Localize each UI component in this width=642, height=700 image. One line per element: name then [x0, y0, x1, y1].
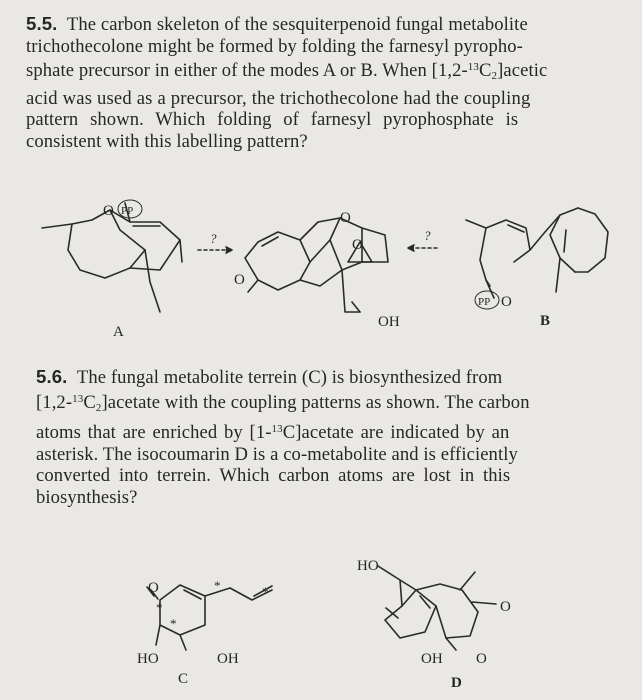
- label-isocoumarin-ho: HO: [357, 558, 379, 574]
- structure-a-skeleton: [42, 203, 182, 312]
- arrow-right: [408, 245, 440, 251]
- label-o-pp-o: O: [103, 203, 114, 219]
- label-structure-a: A: [113, 324, 124, 340]
- problem-5-5-line-2: trichothecolone might be formed by folding the farnesyl pyropho-: [26, 35, 523, 57]
- problem-5-6-line-5: converted into terrein. Which carbon atoms are lost in this: [36, 465, 511, 486]
- label-pp-o-pp: PP: [478, 296, 491, 308]
- problem-5-6-line-2: $[1,2-^{13}C_2]acetate$ with the coupling patterns as shown. The carbon: [36, 391, 530, 414]
- label-isocoumarin-oh: OH: [421, 651, 443, 667]
- asterisk-terrein-2: *: [170, 616, 177, 631]
- label-terrein-ho: HO: [137, 651, 159, 667]
- label-structure-b: B: [540, 313, 551, 329]
- problem-5-5-line-5: pattern shown. Which folding of farnesyl pyrophosphate is: [26, 109, 519, 130]
- problem-5-5-line-1: 5.5. The carbon skeleton of the sesquiterpenoid fungal metabolite: [26, 13, 528, 35]
- problem-5-6-line-4: asterisk. The isocoumarin D is a co-metabolite and is efficiently: [36, 443, 518, 465]
- label-ring-o: O: [340, 210, 351, 226]
- problem-5-5-line-3: sphate precursor in either of the modes A or B. When $[1,2-^{13}C_2]acetic$: [26, 60, 548, 82]
- label-oh-trichothecolone: OH: [378, 314, 400, 330]
- label-structure-d: D: [451, 675, 462, 691]
- label-isocoumarin-o: O: [476, 651, 487, 667]
- label-o-pp-pp: PP: [121, 205, 134, 217]
- asterisk-terrein-4: *: [262, 584, 269, 599]
- label-epoxide-o: O: [352, 237, 363, 253]
- problem-5-6-number: 5.6.: [36, 366, 68, 387]
- problem-5-6-line-6: biosynthesis?: [36, 486, 138, 508]
- asterisk-terrein-3: *: [214, 578, 221, 593]
- label-terrein-oh: OH: [217, 651, 239, 667]
- problem-5-5-line-4: acid was used as a precursor, the trichothecolone had the coupling: [26, 87, 531, 109]
- label-structure-c: C: [178, 671, 189, 687]
- label-question-right: ?: [424, 228, 431, 243]
- label-ketone-o: O: [234, 272, 245, 288]
- asterisk-terrein-1: *: [156, 600, 163, 615]
- isocoumarin-d-skeleton: [378, 566, 496, 650]
- label-terrein-o: O: [148, 580, 159, 596]
- terrein-skeleton: [147, 585, 272, 650]
- label-question-left: ?: [210, 231, 217, 246]
- problem-5-5-number: 5.5.: [26, 13, 58, 34]
- problem-5-6-line-1: 5.6. The fungal metabolite terrein (C) is biosynthesized from: [36, 366, 503, 388]
- trichothecolone-skeleton: [245, 218, 388, 312]
- label-isocoumarin-ring-o: O: [500, 599, 511, 615]
- problem-5-5-line-6: consistent with this labelling pattern?: [26, 130, 308, 152]
- problem-5-6-line-3: atoms that are enriched by [1-$^{13}$C]acetate are indicated by an: [36, 422, 510, 443]
- arrow-left: [198, 247, 232, 253]
- label-pp-o-o: O: [501, 294, 512, 310]
- structure-b-skeleton: [466, 208, 608, 298]
